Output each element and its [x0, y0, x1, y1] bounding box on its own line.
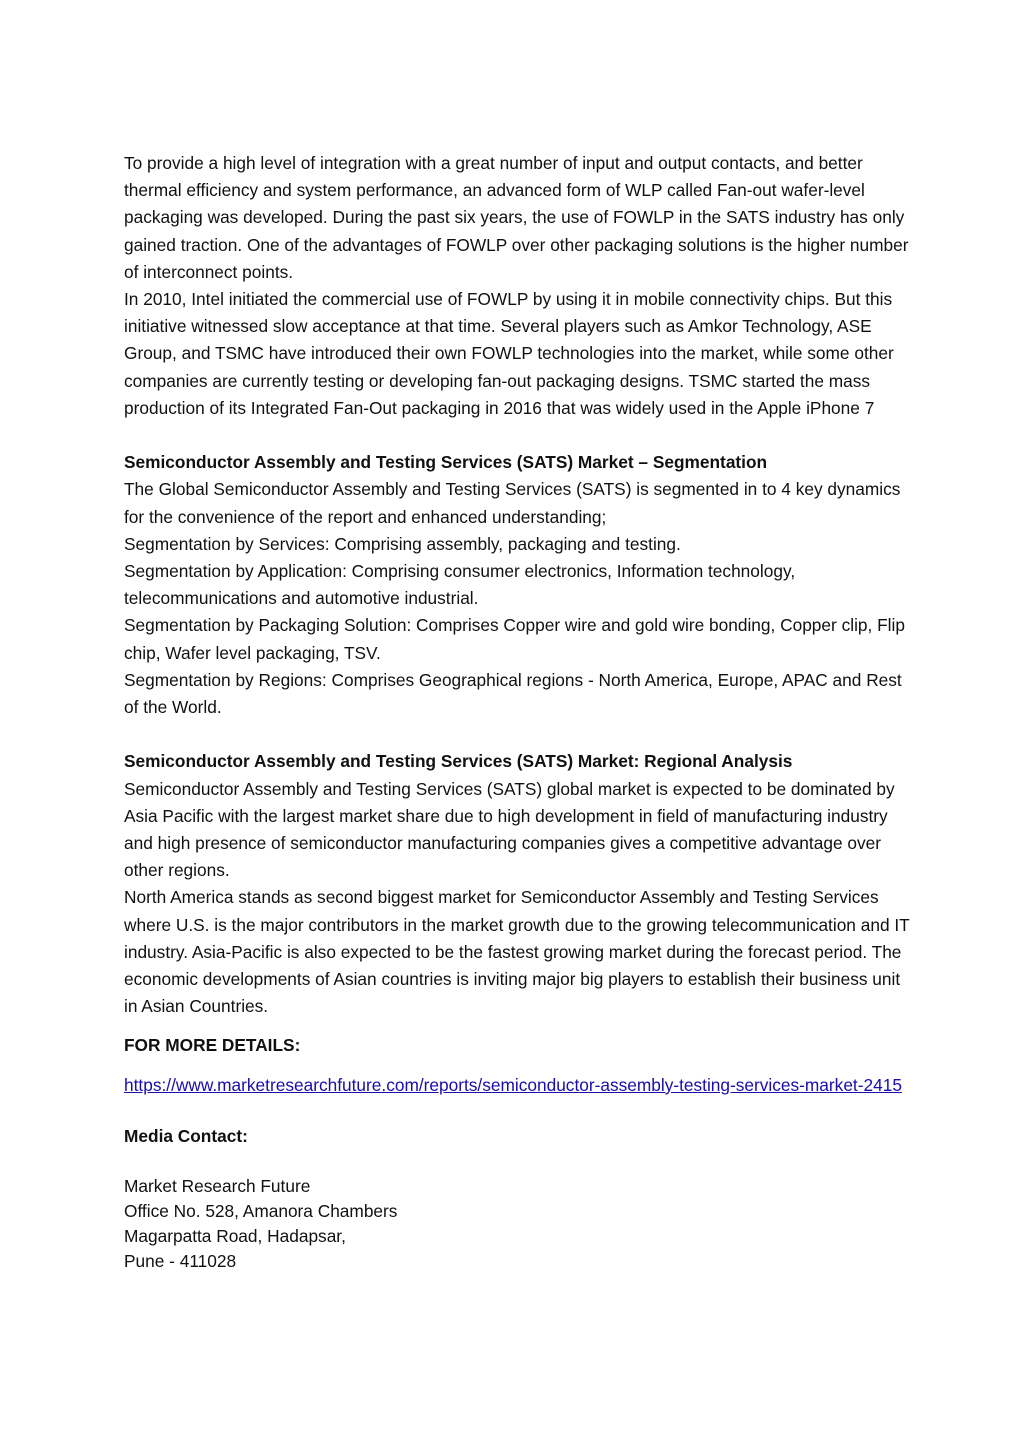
report-link[interactable]: https://www.marketresearchfuture.com/reports/semiconductor-assembly-testing-services-market-2415 — [124, 1074, 902, 1095]
spacer — [124, 1162, 914, 1174]
segmentation-application: Segmentation by Application: Comprising consumer electronics, Information technology, telecommunications and automotive industrial. — [124, 561, 796, 609]
media-contact-label: Media Contact: — [124, 1125, 248, 1146]
spacer — [124, 1020, 914, 1032]
segmentation-heading: Semiconductor Assembly and Testing Services (SATS) Market – Segmentation — [124, 452, 768, 473]
regional-paragraph-apac: Semiconductor Assembly and Testing Services (SATS) global market is expected to be dominated by Asia Pacific with the largest market share due to high development in field of manufacturing industry and high presence of semiconductor manufacturing companies gives a competitive advantage over other regions. — [124, 778, 895, 881]
contact-address — [124, 1174, 914, 1274]
intro-paragraph-fowlp: To provide a high level of integration with a great number of input and output contacts, and better thermal efficiency and system performance, an advanced form of WLP called Fan-out wafer-level packaging was developed. During the past six years, the use of FOWLP in the SATS industry has only gained traction. One of the advantages of FOWLP over other packaging solutions is the higher number of interconnect points. — [124, 153, 909, 282]
contact-road: Magarpatta Road, Hadapsar, — [124, 1226, 346, 1247]
spacer — [124, 1150, 914, 1162]
regional-heading: Semiconductor Assembly and Testing Services (SATS) Market: Regional Analysis — [124, 751, 793, 772]
spacer — [124, 1060, 914, 1072]
spacer — [124, 1099, 914, 1111]
segmentation-packaging: Segmentation by Packaging Solution: Comprises Copper wire and gold wire bonding, Copper clip, Flip chip, Wafer level packaging, TSV. — [124, 615, 905, 663]
for-more-details-label: FOR MORE DETAILS: — [124, 1035, 301, 1056]
contact-office: Office No. 528, Amanora Chambers — [124, 1201, 398, 1222]
intro-paragraph-intel: In 2010, Intel initiated the commercial use of FOWLP by using it in mobile connectivity chips. But this initiative witnessed slow acceptance at that time. Several players such as Amkor Technology, ASE Group, and TSMC have introduced their own FOWLP technologies into the market, while some other companies are currently testing or developing fan-out packaging designs. TSMC started the mass production of its Integrated Fan-Out packaging in 2016 that was widely used in the Apple iPhone 7 — [124, 289, 894, 418]
document-page — [124, 150, 914, 1274]
spacer — [124, 721, 914, 748]
segmentation-regions: Segmentation by Regions: Comprises Geographical regions - North America, Europe, APAC and Rest of the World. — [124, 669, 902, 718]
spacer — [124, 1111, 914, 1123]
spacer — [124, 422, 914, 449]
contact-city: Pune - 411028 — [124, 1251, 237, 1272]
regional-paragraph-north-america: North America stands as second biggest market for Semiconductor Assembly and Testing Services where U.S. is the major contributors in the market growth due to the growing telecommunication and IT industry. Asia-Pacific is also expected to be the fastest growing market during the forecast period. The economic developments of Asian countries is inviting major big players to establish their business unit in Asian Countries. — [124, 887, 910, 1017]
segmentation-intro: The Global Semiconductor Assembly and Testing Services (SATS) is segmented in to 4 key dynamics for the convenience of the report and enhanced understanding; — [124, 479, 901, 527]
segmentation-services: Segmentation by Services: Comprising assembly, packaging and testing. — [124, 533, 681, 554]
contact-company: Market Research Future — [124, 1176, 311, 1197]
